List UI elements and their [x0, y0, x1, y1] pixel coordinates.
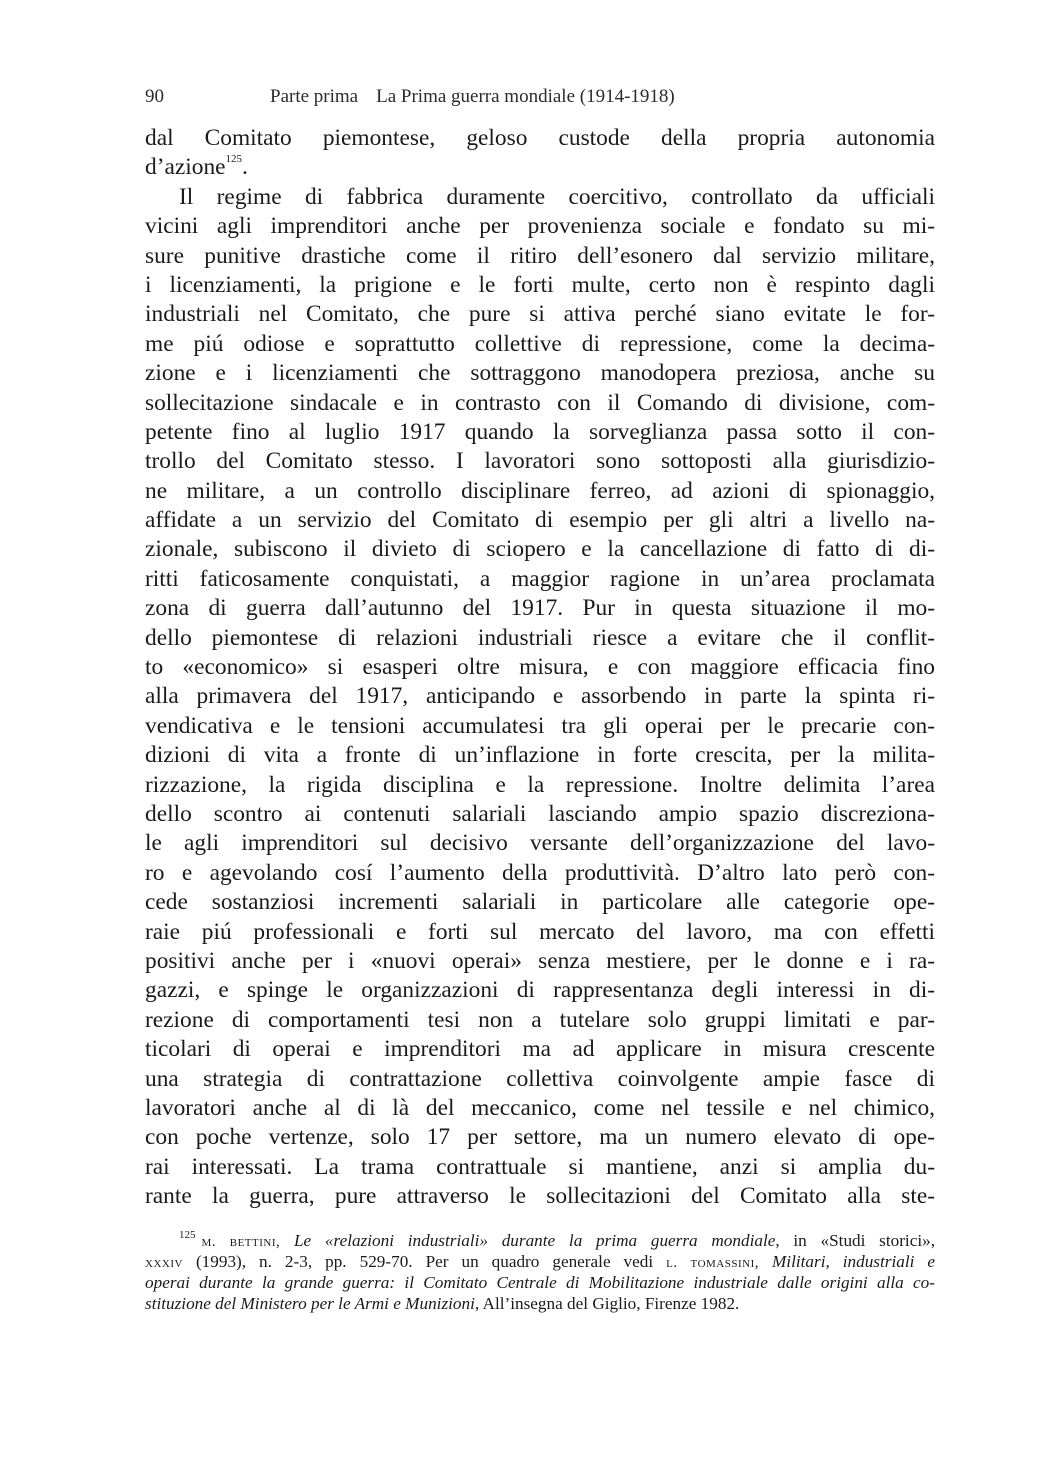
text-line: dello piemontese di relazioni industriali riesce a evitare che il conflit- — [145, 624, 935, 651]
text-line: affidate a un servizio del Comitato di esempio per gli altri a livello na- — [145, 507, 935, 534]
text-line: zionale, subiscono il divieto di sciopero e la cancellazione di fatto di di- — [145, 536, 935, 563]
footnote — [145, 1230, 935, 1314]
footnote-text: , in «Studi storici», — [775, 1231, 936, 1250]
text-line: trollo del Comitato stesso. I lavoratori sono sottoposti alla giurisdizio- — [145, 448, 935, 475]
text-line: sollecitazione sindacale e in contrasto con il Comando di divisione, com- — [145, 389, 935, 416]
footnote-author: m. bettini, — [201, 1234, 281, 1250]
footnote-title: Militari, industriali e — [759, 1252, 935, 1271]
footnote-text: (1993), n. 2-3, pp. 529-70. Per un quadro generale vedi — [182, 1252, 667, 1271]
text-line: ro e agevolando cosí l’aumento della produttività. D’altro lato però con- — [145, 859, 935, 886]
text-line: rai interessati. La trama contrattuale si mantiene, anzi si amplia du- — [145, 1153, 935, 1180]
body-text — [145, 124, 935, 1211]
text-line: vendicativa e le tensioni accumulatesi tra gli operai per le precarie con- — [145, 712, 935, 739]
footnote-line — [145, 1230, 935, 1251]
text-line: gazzi, e spinge le organizzazioni di rappresentanza degli interessi in di- — [145, 977, 935, 1004]
footnote-reference[interactable]: 125 — [225, 153, 243, 166]
text-line: lavoratori anche al di là del meccanico, come nel tessile e nel chimico, — [145, 1094, 935, 1121]
text-line: me piú odiose e soprattutto collettive di repressione, come la decima- — [145, 330, 935, 357]
footnote-line — [145, 1293, 935, 1314]
text-line: positivi anche per i «nuovi operai» senza mestiere, per le donne e i ra- — [145, 947, 935, 974]
text-line: rezione di comportamenti tesi non a tutelare solo gruppi limitati e par- — [145, 1006, 935, 1033]
text-line: una strategia di contrattazione collettiva coinvolgente ampie fasce di — [145, 1065, 935, 1092]
text-line: dizioni di vita a fronte di un’inflazione in forte crescita, per la milita- — [145, 742, 935, 769]
text-line: raie piú professionali e forti sul mercato del lavoro, ma con effetti — [145, 918, 935, 945]
footnote-author: l. tomassini, — [666, 1255, 759, 1271]
text-line: rizzazione, la rigida disciplina e la repressione. Inoltre delimita l’area — [145, 771, 935, 798]
text-line: dello scontro ai contenuti salariali lasciando ampio spazio discreziona- — [145, 800, 935, 827]
text-line: Il regime di fabbrica duramente coercitivo, controllato da ufficiali — [179, 183, 935, 210]
text-line: alla primavera del 1917, anticipando e assorbendo in parte la spinta ri- — [145, 683, 935, 710]
book-page — [145, 84, 936, 1313]
text-line: sure punitive drastiche come il ritiro dell’esonero dal servizio militare, — [145, 242, 935, 269]
footnote-title: Le «relazioni industriali» durante la prima guerra mondiale — [294, 1231, 776, 1250]
footnote-line: operai durante la grande guerra: il Comitato Centrale di Mobilitazione industriale dalle origini alla co- — [145, 1273, 935, 1292]
text-line: con poche vertenze, solo 17 per settore, ma un numero elevato di ope- — [145, 1124, 935, 1151]
text-line: industriali nel Comitato, che pure si attiva perché siano evitate le for- — [145, 301, 935, 328]
text-line: dal Comitato piemontese, geloso custode della propria autonomia — [145, 125, 935, 151]
text-line: to «economico» si esasperi oltre misura, e con maggiore efficacia fino — [145, 654, 935, 681]
text-line: ne militare, a un controllo disciplinare ferreo, ad azioni di spionaggio, — [145, 477, 935, 504]
footnote-reference-punctuation: . — [242, 154, 248, 181]
text-line — [145, 153, 935, 182]
footnote-number: 125 — [179, 1229, 196, 1241]
text-line-content: d’azione — [145, 154, 226, 181]
text-line: zione e i licenziamenti che sottraggono manodopera preziosa, anche su — [145, 360, 935, 387]
text-line: cede sostanziosi incrementi salariali in particolare alle categorie ope- — [145, 889, 935, 916]
text-line: petente fino al luglio 1917 quando la sorveglianza passa sotto il con- — [145, 418, 935, 445]
footnote-volume: xxxiv — [145, 1255, 183, 1271]
text-line: vicini agli imprenditori anche per provenienza sociale e fondato su mi- — [145, 213, 935, 240]
text-line: zona di guerra dall’autunno del 1917. Pur in questa situazione il mo- — [145, 595, 935, 622]
text-line: i licenziamenti, la prigione e le forti multe, certo non è respinto dagli — [145, 271, 935, 298]
part-label: Parte prima — [270, 86, 359, 107]
footnote-line — [145, 1251, 935, 1272]
text-line: rante la guerra, pure attraverso le sollecitazioni del Comitato alla ste- — [145, 1183, 935, 1210]
text-line: le agli imprenditori sul decisivo versante dell’organizzazione del lavo- — [145, 830, 935, 857]
footnote-title: stituzione del Ministero per le Armi e Munizioni — [145, 1294, 475, 1313]
chapter-title: La Prima guerra mondiale (1914-1918) — [376, 86, 675, 107]
running-head — [145, 84, 935, 110]
text-line: ritti faticosamente conquistati, a maggior ragione in un’area proclamata — [145, 565, 935, 592]
page-number: 90 — [145, 86, 164, 107]
text-line: ticolari di operai e imprenditori ma ad applicare in misura crescente — [145, 1036, 935, 1063]
footnote-text: , All’insegna del Giglio, Firenze 1982. — [474, 1294, 740, 1313]
